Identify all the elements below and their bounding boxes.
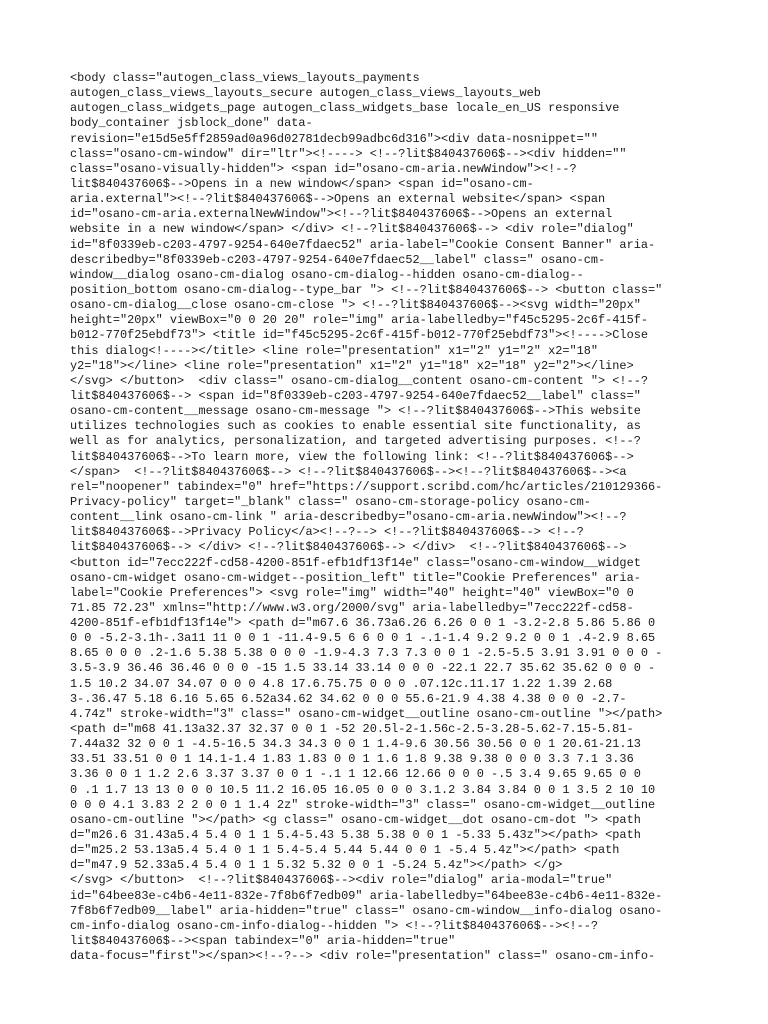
code-line: 3-.36.47 5.18 6.16 5.65 6.52a34.62 34.62 0 0 0 55.6-21.9 4.38 4.38 0 0 0 -2.7- bbox=[70, 691, 627, 706]
document-page bbox=[70, 71, 710, 964]
code-line: 7f8b6f7edb09__label" aria-hidden="true" class=" osano-cm-window__info-dialog osano- bbox=[70, 903, 663, 918]
code-line: id="8f0339eb-c203-4797-9254-640e7fdaec52" aria-label="Cookie Consent Banner" aria- bbox=[70, 237, 656, 252]
code-line: 1.5 10.2 34.07 34.07 0 0 0 4.8 17.6.75.75 0 0 0 .07.12c.11.17 1.22 1.39 2.68 bbox=[70, 676, 613, 691]
code-line: d="m47.9 52.33a5.4 5.4 0 1 1 5.32 5.32 0 0 1 -5.24 5.4z"></path> </g> bbox=[70, 858, 563, 873]
code-line: lit$840437606$-->Privacy Policy</a><!--?--> <!--?lit$840437606$--> <!--? bbox=[70, 525, 584, 540]
code-line: website in a new window</span> </div> <!--?lit$840437606$--> <div role="dialog" bbox=[70, 222, 634, 237]
code-line: osano-cm-outline "></path> <g class=" osano-cm-widget__dot osano-cm-dot "> <path bbox=[70, 812, 641, 827]
code-line: height="20px" viewBox="0 0 20 20" role="img" aria-labelledby="f45c5295-2c6f-415f- bbox=[70, 313, 648, 328]
code-line: <button id="7ecc222f-cd58-4200-851f-efb1df13f14e" class="osano-cm-window__widget bbox=[70, 555, 641, 570]
code-line: 3.5-3.9 36.46 36.46 0 0 0 -15 1.5 33.14 33.14 0 0 0 -22.1 22.7 35.62 35.62 0 0 0 - bbox=[70, 661, 656, 676]
code-line: aria.external"><!--?lit$840437606$-->Opens an external website</span> <span bbox=[70, 192, 606, 207]
code-line: d="m26.6 31.43a5.4 5.4 0 1 1 5.4-5.43 5.38 5.38 0 0 1 -5.33 5.43z"></path> <path bbox=[70, 828, 641, 843]
code-line: Privacy-policy" target="_blank" class=" osano-cm-storage-policy osano-cm- bbox=[70, 494, 591, 509]
code-line: lit$840437606$--> <span id="8f0339eb-c203-4797-9254-640e7fdaec52__label" class=" bbox=[70, 388, 641, 403]
code-line: 33.51 33.51 0 0 1 14.1-1.4 1.83 1.83 0 0 1 1.6 1.8 9.38 9.38 0 0 0 3.3 7.1 3.36 bbox=[70, 752, 634, 767]
code-line: id="64bee83e-c4b6-4e11-832e-7f8b6f7edb09" aria-labelledby="64bee83e-c4b6-4e11-832e- bbox=[70, 888, 663, 903]
code-line: 7.44a32 32 0 0 1 -4.5-16.5 34.3 34.3 0 0 1 1.4-9.6 30.56 30.56 0 0 1 20.61-21.13 bbox=[70, 737, 641, 752]
code-line: d="m25.2 53.13a5.4 5.4 0 1 1 5.4-5.4 5.44 5.44 0 0 1 -5.4 5.4z"></path> <path bbox=[70, 843, 620, 858]
code-line: content__link osano-cm-link " aria-describedby="osano-cm-aria.newWindow"><!--? bbox=[70, 510, 627, 525]
code-line: 0 .1 1.7 13 13 0 0 0 10.5 11.2 16.05 16.05 0 0 0 3.1.2 3.84 3.84 0 0 1 3.5 2 10 10 bbox=[70, 782, 656, 797]
code-line: osano-cm-widget osano-cm-widget--position_left" title="Cookie Preferences" aria- bbox=[70, 570, 641, 585]
code-line: </svg> </button> <div class=" osano-cm-dialog__content osano-cm-content "> <!--? bbox=[70, 373, 648, 388]
code-line: class="osano-cm-window" dir="ltr"><!----> <!--?lit$840437606$--><div hidden="" bbox=[70, 146, 627, 161]
code-line: data-focus="first"></span><!--?--> <div role="presentation" class=" osano-cm-info- bbox=[70, 949, 656, 964]
code-line: utilizes technologies such as cookies to enable essential site functionality, as bbox=[70, 419, 641, 434]
code-line: id="osano-cm-aria.externalNewWindow"><!--?lit$840437606$-->Opens an external bbox=[70, 207, 613, 222]
code-line: window__dialog osano-cm-dialog osano-cm-dialog--hidden osano-cm-dialog-- bbox=[70, 267, 584, 282]
code-line: body_container jsblock_done" data- bbox=[70, 116, 313, 131]
code-line: b012-770f25ebdf73"> <title id="f45c5295-2c6f-415f-b012-770f25ebdf73"><!---->Close bbox=[70, 328, 648, 343]
code-line: 4200-851f-efb1df13f14e"> <path d="m67.6 36.73a6.26 6.26 0 0 1 -3.2-2.8 5.86 5.86 0 bbox=[70, 616, 656, 631]
code-line: revision="e15d5e5ff2859ad0a96d02781decb99adbc6d316"><div data-nosnippet="" bbox=[70, 131, 599, 146]
code-line: autogen_class_widgets_page autogen_class_widgets_base locale_en_US responsive bbox=[70, 101, 620, 116]
code-line: well as for analytics, personalization, and targeted advertising purposes. <!--? bbox=[70, 434, 641, 449]
code-line: 0 0 0 4.1 3.83 2 2 0 0 1 1.4 2z" stroke-width="3" class=" osano-cm-widget__outline bbox=[70, 797, 656, 812]
code-line: y2="18"></line> <line role="presentation" x1="2" y1="18" x2="18" y2="2"></line> bbox=[70, 358, 634, 373]
code-line: this dialog<!----></title> <line role="presentation" x1="2" y1="2" x2="18" bbox=[70, 343, 599, 358]
code-line: cm-info-dialog osano-cm-info-dialog--hidden "> <!--?lit$840437606$--><!--? bbox=[70, 918, 599, 933]
code-line: 3.36 0 0 1 1.2 2.6 3.37 3.37 0 0 1 -.1 1 12.66 12.66 0 0 0 -.5 3.4 9.65 9.65 0 0 bbox=[70, 767, 641, 782]
code-line: lit$840437606$-->To learn more, view the following link: <!--?lit$840437606$--> bbox=[70, 449, 634, 464]
code-line: <body class="autogen_class_views_layouts_payments bbox=[70, 71, 420, 85]
code-line: class="osano-visually-hidden"> <span id="osano-cm-aria.newWindow"><!--? bbox=[70, 161, 577, 176]
code-line: lit$840437606$--><span tabindex="0" aria-hidden="true" bbox=[70, 934, 456, 949]
code-line: osano-cm-content__message osano-cm-message "> <!--?lit$840437606$-->This website bbox=[70, 404, 641, 419]
code-line: lit$840437606$-->Opens in a new window</span> <span id="osano-cm- bbox=[70, 176, 534, 191]
code-line: 0 0 -5.2-3.1h-.3a11 11 0 0 1 -11.4-9.5 6 6 0 0 1 -.1-1.4 9.2 9.2 0 0 1 .4-2.9 8.65 bbox=[70, 631, 656, 646]
code-line: position_bottom osano-cm-dialog--type_bar "> <!--?lit$840437606$--> <button class=" bbox=[70, 282, 663, 297]
code-line: label="Cookie Preferences"> <svg role="img" width="40" height="40" viewBox="0 0 bbox=[70, 585, 634, 600]
code-line: lit$840437606$--> </div> <!--?lit$840437606$--> </div> <!--?lit$840437606$--> bbox=[70, 540, 627, 555]
code-line: rel="noopener" tabindex="0" href="https://support.scribd.com/hc/articles/210129366- bbox=[70, 479, 663, 494]
code-line: <path d="m68 41.13a32.37 32.37 0 0 1 -52 20.5l-2-1.56c-2.5-3.28-5.62-7.15-5.81- bbox=[70, 722, 634, 737]
code-line: 71.85 72.23" xmlns="http://www.w3.org/2000/svg" aria-labelledby="7ecc222f-cd58- bbox=[70, 600, 634, 615]
code-line: 8.65 0 0 0 .2-1.6 5.38 5.38 0 0 0 -1.9-4.3 7.3 7.3 0 0 1 -2.5-5.5 3.91 3.91 0 0 0 - bbox=[70, 646, 663, 661]
code-line: osano-cm-dialog__close osano-cm-close "> <!--?lit$840437606$--><svg width="20px" bbox=[70, 298, 641, 313]
code-line: </svg> </button> <!--?lit$840437606$--><div role="dialog" aria-modal="true" bbox=[70, 873, 613, 888]
code-line: 4.74z" stroke-width="3" class=" osano-cm-widget__outline osano-cm-outline "></path> bbox=[70, 706, 663, 721]
code-line: autogen_class_views_layouts_secure autogen_class_views_layouts_web bbox=[70, 86, 541, 101]
code-line: </span> <!--?lit$840437606$--> <!--?lit$840437606$--><!--?lit$840437606$--><a bbox=[70, 464, 627, 479]
code-line: describedby="8f0339eb-c203-4797-9254-640e7fdaec52__label" class=" osano-cm- bbox=[70, 252, 606, 267]
